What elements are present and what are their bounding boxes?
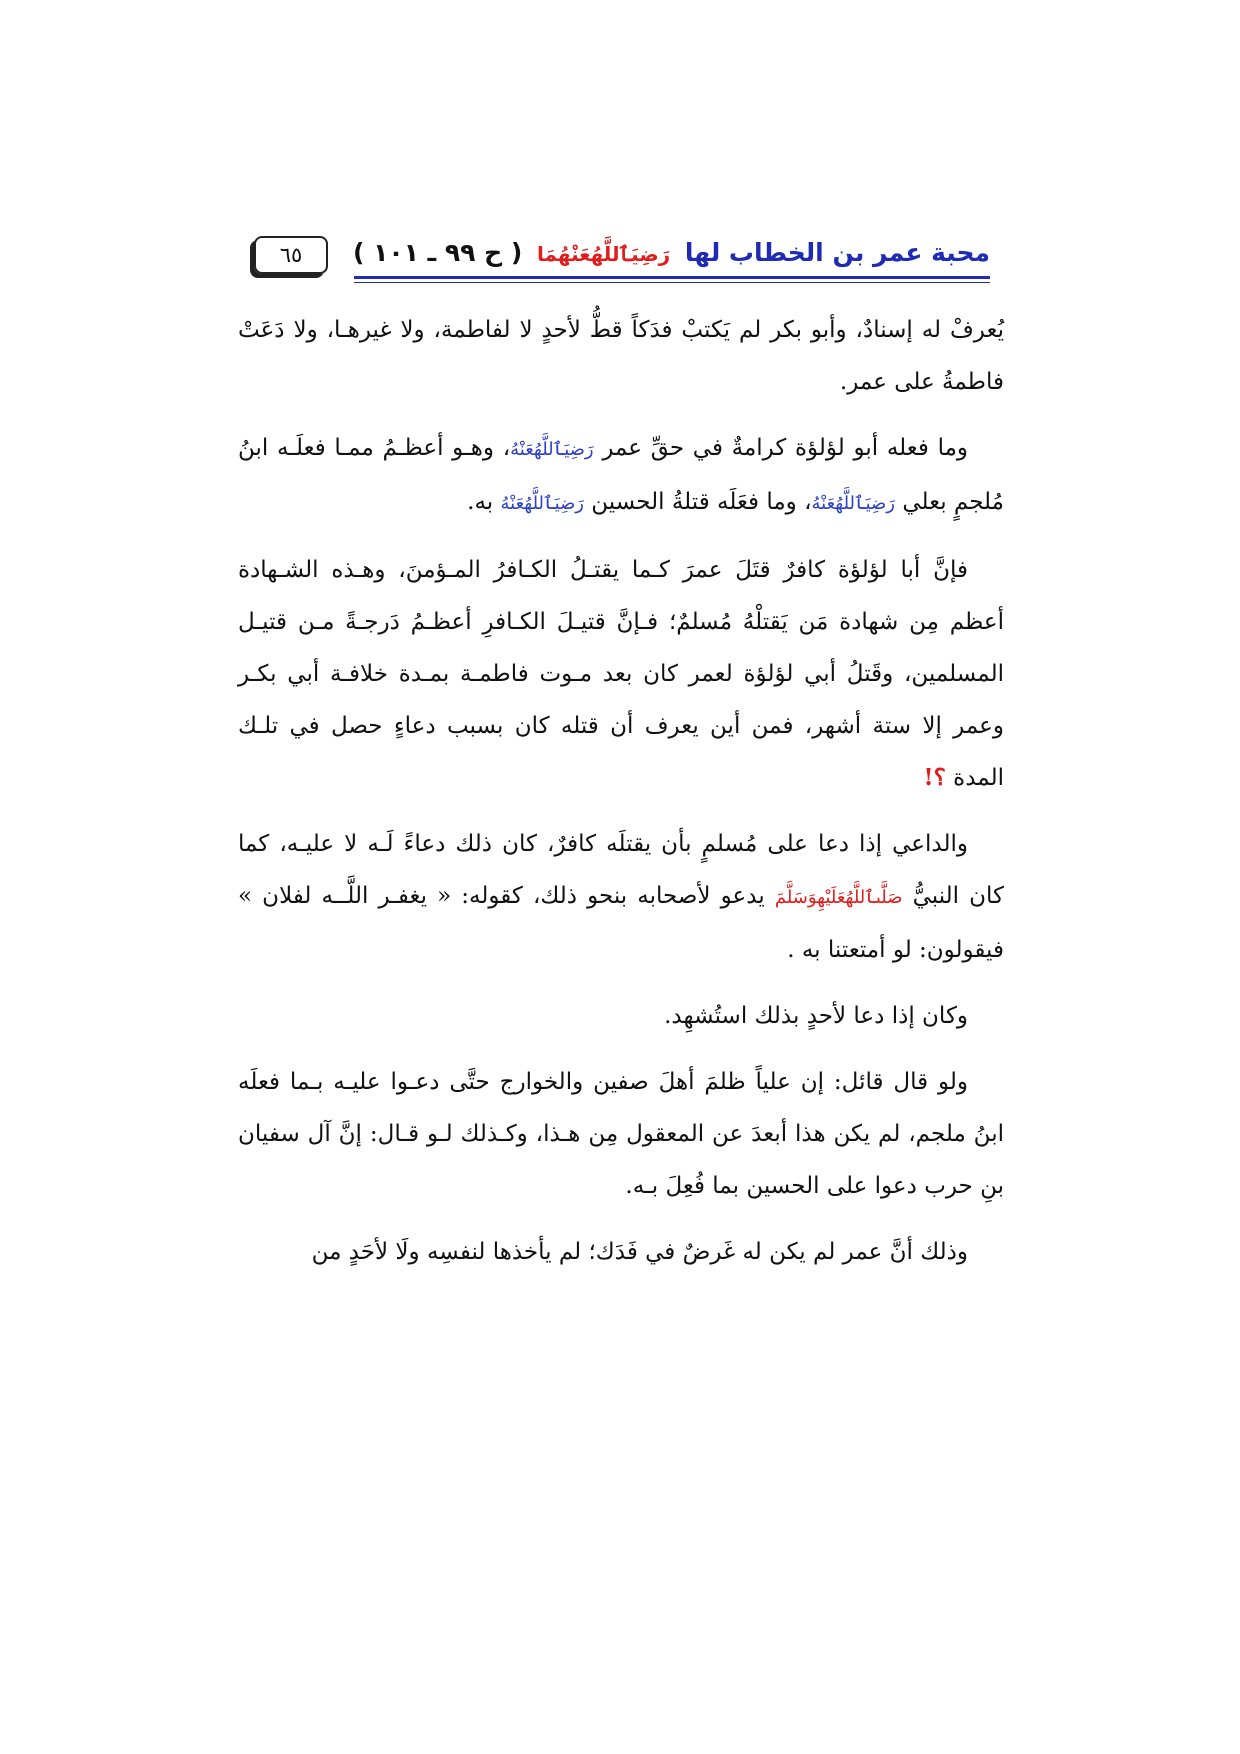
running-title-text: محبة عمر بن الخطاب لها [684,238,990,267]
honorific-ligature: رَضِيَٱللَّهُعَنْهُمَا [537,242,671,266]
honorific-ligature: رَضِيَٱللَّهُعَنْهُ [510,439,594,460]
honorific-ligature: صَلَّىٱللَّهُعَلَيْهِوَسَلَّمَ [774,887,903,908]
paragraph-text: يُعرفْ له إسنادٌ، وأبو بكر لم يَكتبْ فدَكاً قطُّ لأحدٍ لا لفاطمة، ولا غيرهـا، ولا دَعَتْ فاطمةُ على عمر. [238,317,1004,395]
paragraph-text: وذلك أنَّ عمر لم يكن له غَرضٌ في فَدَك؛ لم يأخذها لنفسِه ولَا لأحَدٍ من [311,1239,968,1265]
paragraph-7 [238,1226,1004,1278]
paragraph-text: وكان إذا دعا لأحدٍ بذلك استُشهِد. [664,1003,968,1029]
paragraph-text: يدعو لأصحابه بنحو ذلك، كقوله: « يغفـر اللَّــه لفلان » فيقولون: لو أمتعتنا به . [238,883,1004,963]
page-header [254,236,990,284]
paragraph-text: ، وهـو أعظـمُ ممـا فعلَـه ابنُ مُلجمٍ بعلي [238,435,1004,515]
paragraph-text: ولو قال قائل: إن علياً ظلمَ أهلَ صفين والخوارج حتَّى دعـوا عليـه بـما فعلَه ابنُ ملجم، لم يكن هذا أبعدَ عن المعقول مِن هـذا، وكـذلك لـو قـال: إنَّ آل سفيان بنِ حرب دعوا على الحسين بما فُعِلَ بـه. [238,1069,1004,1199]
page-number-box [254,236,328,274]
honorific-ligature: رَضِيَٱللَّهُعَنْهُ [500,493,584,514]
paragraph-text: وما فعله أبو لؤلؤة كرامةٌ في حقِّ عمر [602,435,969,461]
paragraph-text: والداعي إذا دعا على مُسلمٍ بأن يقتلَه كافرٌ، كان ذلك دعاءً لَـه لا عليـه، كما كان النبيُّ [238,831,1005,909]
exclamation-mark: ؟! [923,764,946,791]
paragraph-6 [238,1056,1004,1212]
paragraph-text: فإنَّ أبا لؤلؤة كافرٌ قتَلَ عمرَ كـما يقتـلُ الكـافرُ المـؤمنَ، وهـذه الشـهادة أعظم مِن شهادة مَن يَقتلْهُ مُسلمٌ؛ فـإنَّ قتيـلَ الكـافرِ أعظـمُ دَرجـةً مـن قتيـل المسلمين، وقَتلُ أبي لؤلؤة لعمر كان بعد مـوت فاطمـة بمـدة خلافـة أبي بكـر وعمر إلا ستة أشهر، فمن أين يعرف أن قتله كان بسبب دعاءٍ حصل في تلـك المدة [238,557,1004,791]
header-rule-thick [354,276,990,279]
paragraph-2 [238,422,1004,530]
paragraph-text: ، وما فعَلَه قتلةُ الحسين [591,489,812,515]
paragraph-1 [238,304,1004,408]
hadith-range: ( ح ٩٩ ـ ١٠١ ) [353,238,523,267]
honorific-ligature: رَضِيَٱللَّهُعَنْهُ [811,493,895,514]
paragraph-3 [238,544,1004,804]
body-text [238,304,1004,1292]
paragraph-4 [238,818,1004,976]
paragraph-5 [238,990,1004,1042]
header-rule-thin [354,282,990,283]
running-title [353,236,990,271]
paragraph-text: به. [467,489,494,515]
page-number: ٦٥ [279,243,303,267]
